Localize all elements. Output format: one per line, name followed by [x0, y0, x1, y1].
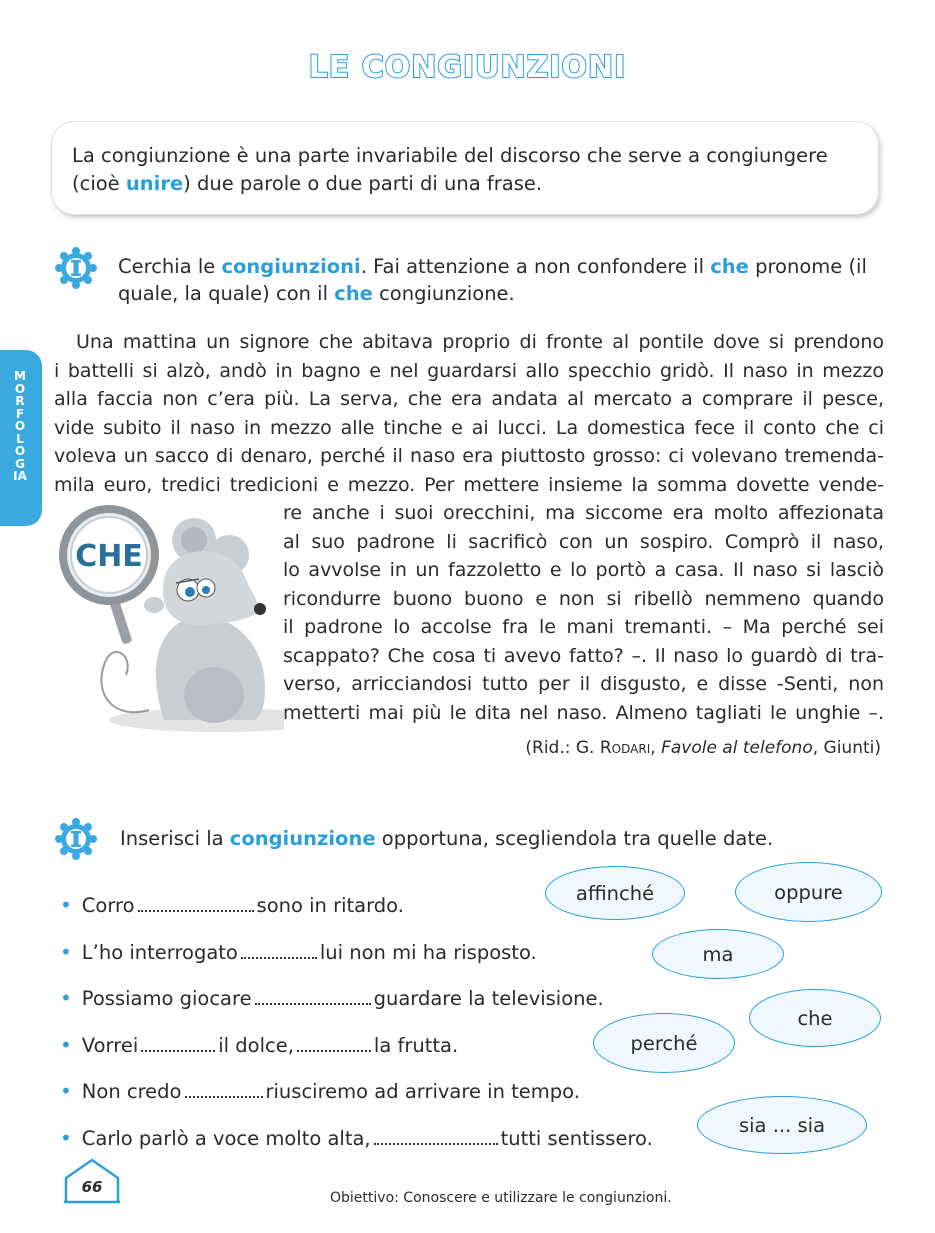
story-line: voleva un sacco di denaro, perché il naso era piuttosto grosso: ci volevano tremenda-	[54, 445, 884, 467]
answer-blank[interactable]	[138, 894, 254, 912]
option-affinche[interactable]: affinché	[545, 866, 685, 920]
side-tab-label: MORFOLOGIA	[13, 369, 27, 483]
info-icon	[54, 817, 98, 861]
exercise1-instruction: Cerchia le congiunzioni. Fai attenzione a non confondere il che pronome (il quale, la quale) con il che congiunzione.	[118, 255, 867, 305]
story-line: verso, arricciandosi tutto per il disgusto, e disse -Senti, non	[283, 673, 884, 695]
story-line: il padrone lo accolse fra le mani tremanti. – Ma perché sei	[283, 616, 884, 638]
story-line: lo avvolse in un fazzoletto e lo portò a casa. Il naso si lasciò	[283, 559, 884, 581]
story-line: i battelli si alzò, andò in bagno e nel guardarsi allo specchio gridò. Il naso in mezzo	[54, 359, 884, 382]
story-line: alla faccia non c’era più. La serva, che era andata al mercato a comprare il pesce,	[54, 388, 884, 410]
page-number-badge	[62, 1158, 122, 1204]
sentence-1: • Corro sono in ritardo.	[60, 893, 404, 917]
exercise2-instruction: Inserisci la congiunzione opportuna, scegliendola tra quelle date.	[120, 827, 774, 850]
sentence-2: • L’ho interrogato lui non mi ha risposto.	[60, 940, 537, 964]
story-line: scappato? Che cosa ti avevo fatto? –. Il naso lo guardò di tra-	[283, 644, 884, 667]
definition-highlight: unire	[125, 172, 184, 195]
option-ma[interactable]: ma	[652, 929, 784, 979]
info-icon	[54, 246, 98, 290]
answer-blank[interactable]	[374, 1127, 498, 1145]
option-sia-sia[interactable]: sia ... sia	[697, 1096, 867, 1154]
answer-blank[interactable]	[241, 941, 317, 959]
answer-blank[interactable]	[255, 987, 371, 1005]
story-line: ricondurre buono buono e non si ribellò nemmeno quando	[283, 587, 884, 610]
mouse-illustration	[54, 505, 284, 735]
story-line: Una mattina un signore che abitava proprio di fronte al pontile dove si prendono	[76, 331, 884, 353]
story-line: re anche i suoi orecchini, ma siccome era molto affezionata	[283, 502, 884, 524]
page-number: 66	[81, 1178, 103, 1196]
story-line: vide subito il naso in mezzo alle tinche e ai lucci. La domestica fece il conto che ci	[54, 416, 884, 439]
definition-box	[52, 122, 878, 214]
answer-blank[interactable]	[185, 1080, 263, 1098]
option-che[interactable]: che	[749, 989, 881, 1047]
page-title: LE CONGIUNZIONI	[308, 50, 627, 85]
story-line: al suo padrone li sacrificò con un sospiro. Comprò il naso,	[283, 530, 884, 553]
mouse-sign-text: CHE	[75, 539, 143, 574]
sentence-6: • Carlo parlò a voce molto alta, tutti sentissero.	[60, 1126, 653, 1150]
answer-blank[interactable]	[297, 1034, 371, 1052]
definition-text: La congiunzione è una parte invariabile del discorso che serve a congiungere (cioè unire) due parole o due parti di una frase.	[72, 144, 828, 195]
answer-blank[interactable]	[141, 1034, 215, 1052]
option-perche[interactable]: perché	[593, 1013, 735, 1073]
sentence-5: • Non credo riusciremo ad arrivare in tempo.	[60, 1079, 580, 1103]
story-line: mila euro, tredici tredicioni e mezzo. Per mettere insieme la somma dovette vende-	[54, 473, 884, 496]
option-oppure[interactable]: oppure	[735, 862, 882, 922]
sentence-4: • Vorrei il dolce, la frutta.	[60, 1033, 459, 1057]
story-line: metterti mai più le dita nel naso. Almeno tagliati le unghie –.	[283, 701, 884, 724]
footer-objective: Obiettivo: Conoscere e utilizzare le congiunzioni.	[330, 1190, 672, 1206]
citation: (Rid.: G. Rodari, Favole al telefono, Giunti)	[525, 738, 881, 758]
side-tab	[0, 350, 42, 526]
sentence-3: • Possiamo giocare guardare la televisione.	[60, 986, 604, 1010]
